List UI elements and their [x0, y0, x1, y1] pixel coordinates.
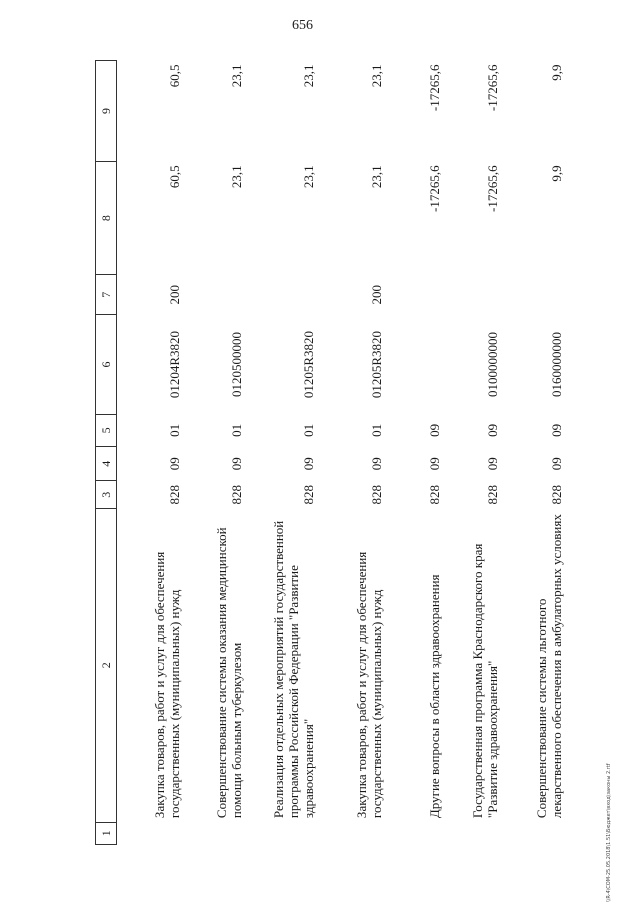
ministry-code: 828	[369, 484, 385, 505]
section-code: 09	[301, 457, 317, 471]
table-header-row	[96, 61, 117, 845]
amount-total: 9,9	[549, 64, 565, 81]
ministry-code: 828	[229, 484, 245, 505]
row-description: Совершенствование системы оказания медицинской помощи больным туберкулезом	[213, 527, 245, 819]
section-code: 09	[167, 457, 183, 471]
header-col-9: 9	[96, 61, 117, 162]
rotated-page-content	[0, 60, 640, 905]
table-row	[117, 61, 185, 845]
header-col-3: 3	[96, 481, 117, 509]
section-code: 09	[369, 457, 385, 471]
header-col-1: 1	[96, 822, 117, 844]
table-row	[445, 61, 503, 845]
ministry-code: 828	[485, 484, 501, 505]
page-number: 656	[292, 18, 313, 33]
amount-total: 23,1	[301, 64, 317, 88]
subsection-code: 01	[229, 423, 245, 437]
header-col-4: 4	[96, 446, 117, 481]
amount-total: -17265,6	[427, 64, 443, 112]
budget-table	[95, 60, 567, 845]
table-row	[503, 61, 567, 845]
expense-type-code: 200	[167, 285, 183, 305]
table-row	[247, 61, 319, 845]
ministry-code: 828	[549, 484, 565, 505]
amount-total: 23,1	[229, 64, 245, 88]
section-code: 09	[485, 457, 501, 471]
row-description: Реализация отдельных мероприятий государственной программы Российской Федерации "Развитие здравоохранения"	[270, 520, 317, 819]
amount-change: 9,9	[549, 165, 565, 182]
row-description: Закупка товаров, работ и услуг для обеспечения государственных (муниципальных) нужд	[151, 551, 183, 819]
expense-type-code: 200	[369, 285, 385, 305]
subsection-code: 01	[167, 423, 183, 437]
file-path-footer: \\R-4\COM-25.05.2018\1.51\Бюджет\вход\законы 2.rtf	[606, 763, 612, 902]
amount-change: 23,1	[369, 165, 385, 189]
amount-change: 23,1	[229, 165, 245, 189]
ministry-code: 828	[301, 484, 317, 505]
row-description: Закупка товаров, работ и услуг для обеспечения государственных (муниципальных) нужд	[353, 551, 385, 819]
amount-change: 23,1	[301, 165, 317, 189]
subsection-code: 09	[427, 423, 443, 437]
table-row	[319, 61, 387, 845]
amount-change: -17265,6	[485, 165, 501, 212]
ministry-code: 828	[427, 484, 443, 505]
header-col-2: 2	[96, 508, 117, 822]
row-description: Совершенствование системы льготного лекарственного обеспечения в амбулаторных условиях	[533, 514, 565, 819]
header-col-6: 6	[96, 315, 117, 415]
amount-change: 60,5	[167, 165, 183, 189]
subsection-code: 09	[485, 423, 501, 437]
section-code: 09	[229, 457, 245, 471]
header-col-5: 5	[96, 414, 117, 446]
amount-total: -17265,6	[485, 64, 501, 112]
table-row	[387, 61, 445, 845]
row-description: Другие вопросы в области здравоохранения	[427, 574, 443, 819]
target-article-code: 0160000000	[549, 332, 565, 398]
amount-total: 60,5	[167, 64, 183, 88]
header-col-7: 7	[96, 275, 117, 315]
table-row	[185, 61, 247, 845]
amount-total: 23,1	[369, 64, 385, 88]
subsection-code: 09	[549, 423, 565, 437]
section-code: 09	[427, 457, 443, 471]
target-article-code: 01205R3820	[369, 330, 385, 399]
target-article-code: 0120500000	[229, 332, 245, 398]
subsection-code: 01	[301, 423, 317, 437]
subsection-code: 01	[369, 423, 385, 437]
target-article-code: 0100000000	[485, 332, 501, 398]
amount-change: -17265,6	[427, 165, 443, 212]
target-article-code: 01205R3820	[301, 330, 317, 399]
target-article-code: 01204R3820	[167, 330, 183, 399]
section-code: 09	[549, 457, 565, 471]
row-description: Государственная программа Краснодарского края "Развитие здравоохранения"	[469, 543, 501, 819]
ministry-code: 828	[167, 484, 183, 505]
header-col-8: 8	[96, 161, 117, 275]
